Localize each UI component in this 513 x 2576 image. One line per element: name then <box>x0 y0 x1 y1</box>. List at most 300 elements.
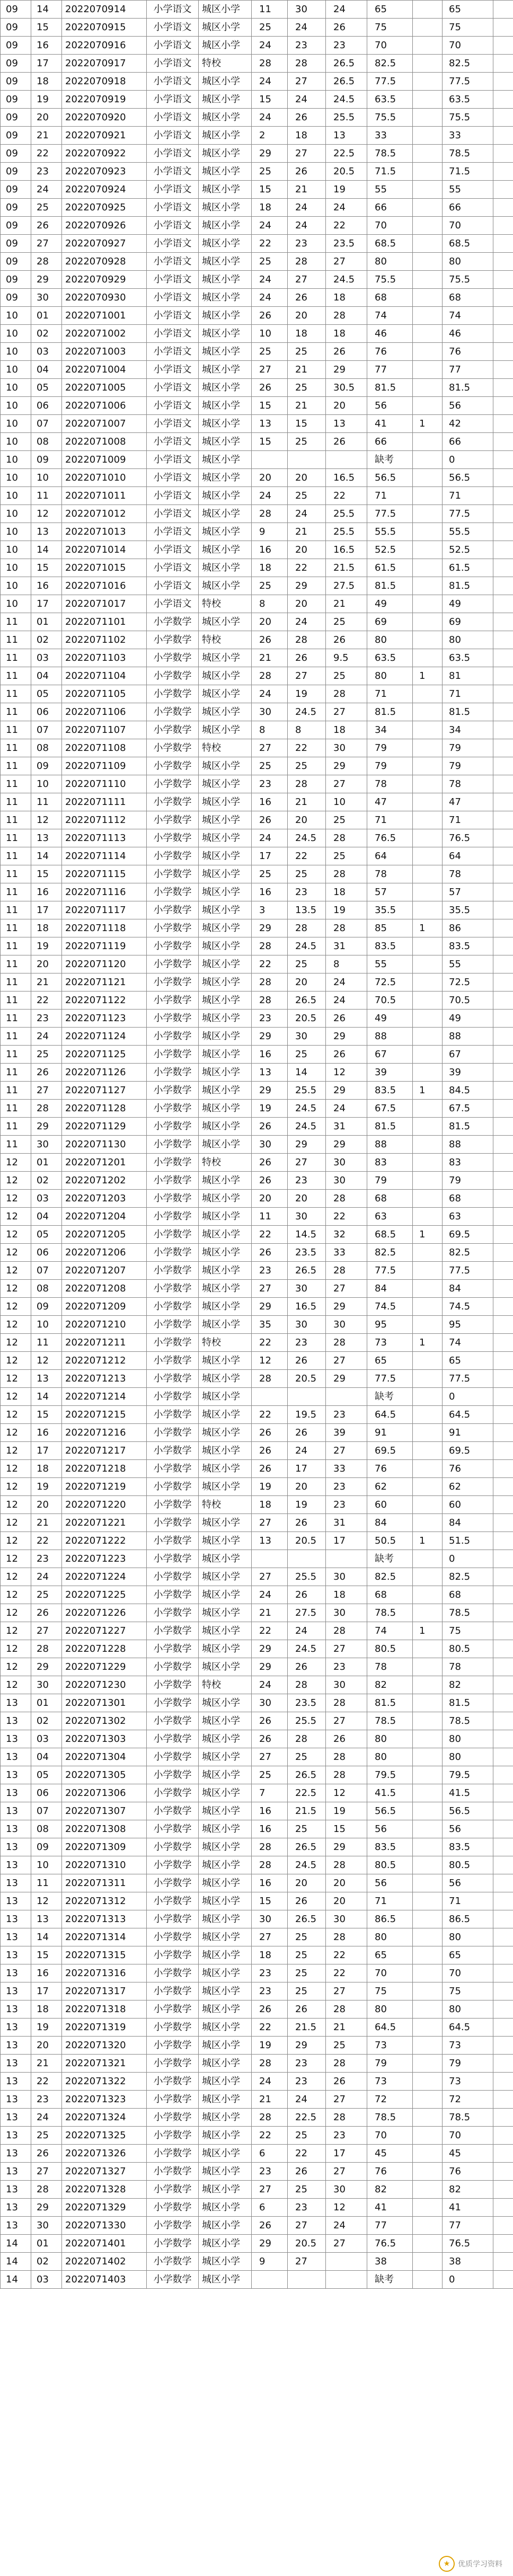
table-cell: 80 <box>367 1928 413 1946</box>
table-cell: 78 <box>443 775 493 793</box>
table-cell: 61.5 <box>367 559 413 577</box>
table-cell: 81.5 <box>443 1118 493 1136</box>
table-cell: 68 <box>443 1190 493 1208</box>
table-cell <box>493 1586 513 1604</box>
table-cell: 小学语文 <box>147 271 199 289</box>
table-row <box>1 811 513 829</box>
table-row <box>1 1784 513 1802</box>
table-cell: 城区小学 <box>199 1424 252 1442</box>
table-cell: 24 <box>326 199 367 217</box>
table-cell: 01 <box>31 1154 62 1172</box>
table-cell: 小学语文 <box>147 145 199 163</box>
table-cell: 76.5 <box>443 2235 493 2253</box>
table-cell: 12 <box>1 1658 31 1676</box>
table-cell <box>413 1 443 19</box>
watermark <box>436 2555 506 2573</box>
table-cell <box>493 1784 513 1802</box>
table-cell: 小学数学 <box>147 1550 199 1568</box>
table-cell: 2022070914 <box>62 1 147 19</box>
table-row <box>1 901 513 919</box>
table-cell: 14 <box>1 2271 31 2289</box>
table-cell <box>413 1838 443 1856</box>
table-cell <box>413 631 443 649</box>
table-row <box>1 1208 513 1226</box>
table-cell: 小学数学 <box>147 1082 199 1100</box>
table-row <box>1 2019 513 2037</box>
table-cell: 82 <box>367 1676 413 1694</box>
table-cell <box>413 1208 443 1226</box>
table-cell: 城区小学 <box>199 973 252 992</box>
table-cell: 小学语文 <box>147 55 199 73</box>
table-cell: 23 <box>252 1010 288 1028</box>
table-cell: 07 <box>31 1262 62 1280</box>
table-cell: 25 <box>252 577 288 595</box>
table-cell: 小学数学 <box>147 1640 199 1658</box>
table-cell: 25.5 <box>288 1568 326 1586</box>
table-row <box>1 649 513 667</box>
table-cell <box>413 2235 443 2253</box>
table-cell: 28 <box>326 919 367 937</box>
table-cell: 2022071327 <box>62 2163 147 2181</box>
table-cell <box>493 1712 513 1730</box>
table-cell: 13 <box>1 2091 31 2109</box>
table-cell: 2022071017 <box>62 595 147 613</box>
table-cell: 2022071116 <box>62 883 147 901</box>
table-cell: 26 <box>326 2073 367 2091</box>
table-cell <box>413 1820 443 1838</box>
table-cell: 28 <box>31 1640 62 1658</box>
table-cell: 69 <box>443 613 493 631</box>
table-cell <box>493 1136 513 1154</box>
table-cell: 28 <box>31 2181 62 2199</box>
table-cell: 2022071120 <box>62 955 147 973</box>
table-cell: 城区小学 <box>199 1982 252 2000</box>
table-cell: 95 <box>443 1316 493 1334</box>
table-cell: 04 <box>31 1748 62 1766</box>
table-row <box>1 1640 513 1658</box>
table-cell: 16 <box>252 1046 288 1064</box>
table-cell: 80 <box>443 1730 493 1748</box>
table-cell <box>493 1514 513 1532</box>
table-cell: 25.5 <box>326 109 367 127</box>
table-cell: 城区小学 <box>199 2000 252 2019</box>
table-cell: 2022071106 <box>62 703 147 721</box>
table-row <box>1 685 513 703</box>
table-cell: 09 <box>31 757 62 775</box>
table-cell <box>413 199 443 217</box>
table-row <box>1 541 513 559</box>
table-cell: 2022071009 <box>62 451 147 469</box>
table-cell: 19 <box>252 1100 288 1118</box>
table-cell: 23 <box>326 1406 367 1424</box>
table-cell: 小学语文 <box>147 1 199 19</box>
table-cell <box>413 2181 443 2199</box>
table-cell <box>493 2109 513 2127</box>
table-cell: 城区小学 <box>199 1046 252 1064</box>
table-cell: 23 <box>288 235 326 253</box>
table-cell: 11 <box>1 992 31 1010</box>
table-cell: 城区小学 <box>199 2181 252 2199</box>
table-cell: 09 <box>1 253 31 271</box>
table-cell <box>493 577 513 595</box>
table-cell: 2022071103 <box>62 649 147 667</box>
table-cell: 2022071317 <box>62 1982 147 2000</box>
table-cell: 09 <box>1 37 31 55</box>
table-cell: 80 <box>443 1748 493 1766</box>
table-cell: 城区小学 <box>199 1352 252 1370</box>
table-cell: 73 <box>443 2073 493 2091</box>
table-cell <box>493 1154 513 1172</box>
table-row <box>1 469 513 487</box>
table-cell <box>493 613 513 631</box>
table-cell: 小学数学 <box>147 2181 199 2199</box>
table-cell <box>493 2145 513 2163</box>
table-cell: 10 <box>31 1316 62 1334</box>
table-cell: 城区小学 <box>199 1604 252 1622</box>
table-cell: 18 <box>31 1460 62 1478</box>
table-cell: 城区小学 <box>199 577 252 595</box>
table-cell: 2022071225 <box>62 1586 147 1604</box>
table-cell: 30 <box>288 1028 326 1046</box>
table-cell <box>413 1568 443 1586</box>
table-cell: 2022071215 <box>62 1406 147 1424</box>
table-cell: 小学语文 <box>147 361 199 379</box>
table-cell: 小学语文 <box>147 73 199 91</box>
table-cell <box>493 1964 513 1982</box>
table-cell <box>413 1280 443 1298</box>
table-cell: 80 <box>443 2000 493 2019</box>
table-cell: 2022071011 <box>62 487 147 505</box>
table-cell: 城区小学 <box>199 325 252 343</box>
table-cell: 24.5 <box>288 1856 326 1874</box>
table-row <box>1 667 513 685</box>
table-cell: 09 <box>31 451 62 469</box>
table-cell <box>413 1676 443 1694</box>
table-cell: 21.5 <box>288 2019 326 2037</box>
table-cell: 73 <box>367 2073 413 2091</box>
table-cell: 26 <box>326 1730 367 1748</box>
table-row <box>1 992 513 1010</box>
score-table-body <box>1 1 513 2289</box>
table-cell: 78.5 <box>367 1604 413 1622</box>
table-cell: 17 <box>252 847 288 865</box>
table-cell: 29 <box>288 2037 326 2055</box>
table-cell: 29 <box>252 1640 288 1658</box>
table-cell: 24.5 <box>326 271 367 289</box>
table-cell <box>493 433 513 451</box>
table-cell: 20 <box>252 613 288 631</box>
table-cell: 30 <box>288 1316 326 1334</box>
table-cell: 2022071313 <box>62 1910 147 1928</box>
table-cell: 20.5 <box>288 2235 326 2253</box>
table-cell <box>493 1874 513 1892</box>
table-cell <box>413 2037 443 2055</box>
table-cell: 27 <box>326 253 367 271</box>
table-cell <box>493 289 513 307</box>
table-cell <box>413 775 443 793</box>
table-cell: 28 <box>252 2109 288 2127</box>
table-cell: 28 <box>252 505 288 523</box>
table-cell <box>413 469 443 487</box>
table-cell: 2022071118 <box>62 919 147 937</box>
table-cell: 2022071219 <box>62 1478 147 1496</box>
table-row <box>1 37 513 55</box>
table-cell: 18 <box>252 1946 288 1964</box>
table-cell: 2022071403 <box>62 2271 147 2289</box>
table-cell <box>493 1982 513 2000</box>
table-cell: 26 <box>252 2217 288 2235</box>
table-cell: 75 <box>443 19 493 37</box>
table-row <box>1 829 513 847</box>
table-cell: 82.5 <box>443 55 493 73</box>
table-cell: 城区小学 <box>199 307 252 325</box>
table-cell: 11 <box>1 649 31 667</box>
table-row <box>1 2271 513 2289</box>
table-cell: 74 <box>443 307 493 325</box>
table-cell <box>493 307 513 325</box>
table-cell <box>413 2109 443 2127</box>
table-cell: 55 <box>443 955 493 973</box>
table-cell <box>413 523 443 541</box>
table-row <box>1 1586 513 1604</box>
table-cell: 29 <box>252 145 288 163</box>
table-cell: 27 <box>326 703 367 721</box>
table-cell: 13 <box>1 2055 31 2073</box>
table-cell: 城区小学 <box>199 451 252 469</box>
table-cell: 6 <box>252 2199 288 2217</box>
table-cell: 22 <box>288 847 326 865</box>
table-cell: 25 <box>288 1964 326 1982</box>
table-cell <box>493 2199 513 2217</box>
table-cell: 69.5 <box>367 1442 413 1460</box>
table-cell: 2022071329 <box>62 2199 147 2217</box>
table-row <box>1 2127 513 2145</box>
table-cell: 85 <box>367 919 413 937</box>
table-row <box>1 415 513 433</box>
table-cell: 06 <box>31 397 62 415</box>
table-cell: 70 <box>443 2127 493 2145</box>
table-cell: 09 <box>1 235 31 253</box>
table-cell <box>413 1784 443 1802</box>
table-cell <box>493 1604 513 1622</box>
table-cell: 城区小学 <box>199 775 252 793</box>
table-cell: 84 <box>443 1514 493 1532</box>
table-cell: 28 <box>326 1262 367 1280</box>
watermark-text: 优质学习资料 <box>458 2560 502 2569</box>
table-cell: 30 <box>31 289 62 307</box>
table-cell <box>493 721 513 739</box>
table-row <box>1 1766 513 1784</box>
table-cell: 81.5 <box>367 1118 413 1136</box>
table-row <box>1 433 513 451</box>
table-cell: 16.5 <box>288 1298 326 1316</box>
table-cell: 21.5 <box>288 1802 326 1820</box>
table-cell: 特校 <box>199 55 252 73</box>
table-cell: 小学语文 <box>147 127 199 145</box>
table-cell <box>413 1046 443 1064</box>
table-cell: 64.5 <box>443 2019 493 2037</box>
table-cell: 城区小学 <box>199 1028 252 1046</box>
table-cell: 13 <box>1 2019 31 2037</box>
table-cell <box>493 2091 513 2109</box>
table-cell <box>493 2235 513 2253</box>
table-cell: 27 <box>288 667 326 685</box>
table-cell: 06 <box>31 1784 62 1802</box>
table-cell: 34 <box>443 721 493 739</box>
table-cell: 24 <box>288 613 326 631</box>
table-cell: 25 <box>252 19 288 37</box>
table-cell: 15 <box>252 91 288 109</box>
table-cell: 26.5 <box>288 1766 326 1784</box>
table-cell: 28 <box>326 685 367 703</box>
table-cell: 72 <box>367 2091 413 2109</box>
table-cell <box>413 1442 443 1460</box>
table-cell: 27 <box>288 1154 326 1172</box>
table-cell: 70 <box>443 37 493 55</box>
table-cell: 88 <box>367 1028 413 1046</box>
table-cell: 2022071312 <box>62 1892 147 1910</box>
table-cell: 城区小学 <box>199 1658 252 1676</box>
table-cell <box>413 1316 443 1334</box>
table-cell: 19 <box>252 2037 288 2055</box>
table-cell: 05 <box>31 1226 62 1244</box>
table-cell: 18 <box>326 721 367 739</box>
table-cell: 城区小学 <box>199 1406 252 1424</box>
table-cell: 城区小学 <box>199 235 252 253</box>
table-cell: 10 <box>31 469 62 487</box>
table-cell: 21 <box>252 2091 288 2109</box>
table-cell: 15 <box>288 415 326 433</box>
table-cell: 小学数学 <box>147 919 199 937</box>
table-row <box>1 1424 513 1442</box>
table-cell: 23 <box>252 1982 288 2000</box>
table-cell: 26 <box>252 1442 288 1460</box>
table-cell: 12 <box>1 1172 31 1190</box>
table-cell: 28 <box>288 775 326 793</box>
table-cell <box>493 1244 513 1262</box>
table-cell: 22 <box>288 559 326 577</box>
table-cell: 56 <box>443 397 493 415</box>
table-cell <box>493 469 513 487</box>
table-cell: 15 <box>252 181 288 199</box>
table-cell: 30 <box>288 1208 326 1226</box>
table-cell <box>493 631 513 649</box>
table-cell: 14 <box>31 1928 62 1946</box>
table-cell: 2022071305 <box>62 1766 147 1784</box>
table-cell: 82 <box>367 2181 413 2199</box>
table-cell: 26.5 <box>288 992 326 1010</box>
table-cell: 01 <box>31 613 62 631</box>
table-cell: 小学语文 <box>147 559 199 577</box>
table-cell: 19 <box>288 1496 326 1514</box>
table-cell: 67 <box>443 1046 493 1064</box>
table-cell <box>493 919 513 937</box>
table-row <box>1 307 513 325</box>
table-cell: 12 <box>1 1532 31 1550</box>
table-cell <box>413 937 443 955</box>
table-cell: 23 <box>288 2199 326 2217</box>
table-cell: 小学语文 <box>147 19 199 37</box>
table-row <box>1 343 513 361</box>
table-cell: 80 <box>367 667 413 685</box>
table-cell: 城区小学 <box>199 1568 252 1586</box>
table-cell: 22.5 <box>288 2109 326 2127</box>
table-cell <box>493 883 513 901</box>
table-cell: 2022071206 <box>62 1244 147 1262</box>
table-cell: 30 <box>252 1910 288 1928</box>
table-cell <box>413 2199 443 2217</box>
table-cell <box>413 1118 443 1136</box>
table-cell: 22 <box>252 955 288 973</box>
table-row <box>1 73 513 91</box>
table-cell: 24 <box>288 2091 326 2109</box>
table-cell <box>493 2019 513 2037</box>
table-cell: 77.5 <box>367 73 413 91</box>
table-cell: 2022070922 <box>62 145 147 163</box>
table-cell: 小学数学 <box>147 1730 199 1748</box>
table-cell <box>413 1298 443 1316</box>
table-cell: 78.5 <box>443 145 493 163</box>
table-cell: 13.5 <box>288 901 326 919</box>
table-cell: 17 <box>326 1532 367 1550</box>
table-cell: 14.5 <box>288 1226 326 1244</box>
table-cell: 2022071229 <box>62 1658 147 1676</box>
table-cell: 26 <box>252 1172 288 1190</box>
table-cell: 2022070925 <box>62 199 147 217</box>
table-cell <box>413 2000 443 2019</box>
table-cell <box>493 505 513 523</box>
table-cell: 30 <box>326 1154 367 1172</box>
table-cell: 74 <box>367 1622 413 1640</box>
table-cell <box>413 1982 443 2000</box>
table-cell: 26 <box>288 163 326 181</box>
table-cell: 小学语文 <box>147 433 199 451</box>
table-cell: 8 <box>288 721 326 739</box>
table-cell: 83.5 <box>367 937 413 955</box>
table-cell: 82.5 <box>367 55 413 73</box>
table-cell: 30.5 <box>326 379 367 397</box>
table-cell <box>493 649 513 667</box>
table-cell <box>413 163 443 181</box>
table-cell: 城区小学 <box>199 217 252 235</box>
table-cell: 04 <box>31 361 62 379</box>
table-cell: 33 <box>326 1244 367 1262</box>
table-cell: 25 <box>288 955 326 973</box>
table-cell: 小学数学 <box>147 1190 199 1208</box>
table-cell: 小学数学 <box>147 1784 199 1802</box>
table-cell <box>413 2055 443 2073</box>
table-cell: 10 <box>1 505 31 523</box>
table-cell: 38 <box>443 2253 493 2271</box>
table-cell: 76.5 <box>367 2235 413 2253</box>
table-cell: 20 <box>31 955 62 973</box>
table-cell <box>493 1334 513 1352</box>
table-cell <box>493 811 513 829</box>
table-cell <box>413 559 443 577</box>
table-cell: 城区小学 <box>199 1730 252 1748</box>
table-cell: 城区小学 <box>199 937 252 955</box>
table-row <box>1 2253 513 2271</box>
table-cell: 小学数学 <box>147 2091 199 2109</box>
table-cell <box>413 1478 443 1496</box>
table-cell <box>413 721 443 739</box>
table-cell: 小学语文 <box>147 181 199 199</box>
table-cell: 12 <box>1 1208 31 1226</box>
table-cell: 13 <box>1 1982 31 2000</box>
table-cell: 11 <box>31 487 62 505</box>
table-cell: 22 <box>31 992 62 1010</box>
table-cell: 80 <box>367 253 413 271</box>
